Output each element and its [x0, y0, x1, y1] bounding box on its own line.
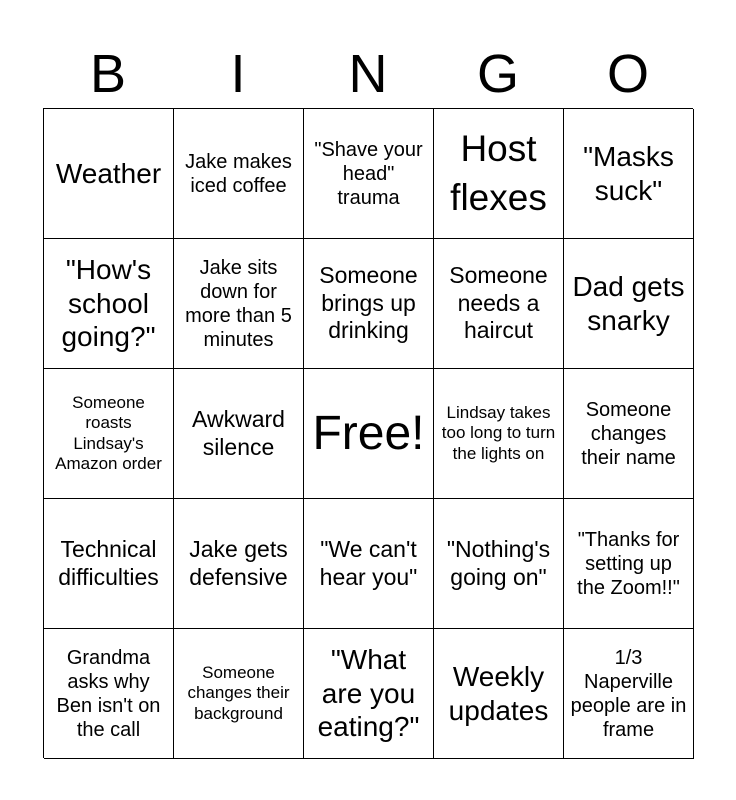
bingo-cell[interactable]: [434, 629, 564, 759]
header-letter-b: B: [89, 44, 127, 104]
bingo-cell-text: Awkward silence: [192, 405, 285, 460]
header-letter-o: O: [606, 44, 649, 104]
bingo-cell[interactable]: [564, 239, 694, 369]
bingo-cell-text: "Shave your head" trauma: [314, 138, 423, 209]
bingo-cell-text: Weekly updates: [448, 660, 549, 726]
bingo-cell-text: Free!: [312, 406, 425, 460]
bingo-cell[interactable]: [564, 499, 694, 629]
bingo-cell-text: Jake makes iced coffee: [185, 150, 292, 197]
bingo-cell-text: Technical difficulties: [58, 535, 159, 590]
bingo-cell-text: Dad gets snarky: [572, 270, 685, 336]
bingo-cell[interactable]: [44, 499, 174, 629]
bingo-cell-text: Someone changes their name: [581, 398, 676, 469]
bingo-cell[interactable]: [434, 239, 564, 369]
bingo-cell-text: Someone needs a haircut: [449, 262, 548, 344]
header-letter-i: I: [230, 44, 246, 104]
bingo-cell-text: "How's school going?": [61, 254, 156, 353]
bingo-cell-text: Host flexes: [450, 128, 547, 218]
bingo-cell[interactable]: [174, 109, 304, 239]
bingo-cell-text: Lindsay takes too long to turn the lights on: [441, 402, 556, 463]
bingo-cell[interactable]: [564, 369, 694, 499]
header-letter-g: G: [476, 44, 519, 104]
bingo-cell-text: Grandma asks why Ben isn't on the call: [56, 646, 161, 741]
bingo-cell-text: Someone changes their background: [187, 662, 290, 723]
bingo-cell-text: "We can't hear you": [319, 535, 418, 590]
bingo-cell[interactable]: [304, 629, 434, 759]
header-letter-n: N: [348, 44, 388, 104]
bingo-cell[interactable]: [564, 629, 694, 759]
bingo-cell[interactable]: [564, 109, 694, 239]
bingo-cell-text: "Nothing's going on": [446, 535, 551, 590]
bingo-cell[interactable]: [434, 499, 564, 629]
bingo-cell-text: Someone roasts Lindsay's Amazon order: [55, 392, 162, 473]
bingo-cell-text: "What are you eating?": [317, 644, 420, 743]
bingo-cell[interactable]: [44, 109, 174, 239]
bingo-header: [43, 40, 693, 108]
bingo-cell-text: "Thanks for setting up the Zoom!!": [577, 528, 680, 599]
bingo-cell[interactable]: [174, 369, 304, 499]
bingo-cell[interactable]: [304, 499, 434, 629]
bingo-cell-text: "Masks suck": [583, 140, 674, 206]
bingo-cell[interactable]: [434, 369, 564, 499]
bingo-cell[interactable]: [44, 629, 174, 759]
bingo-cell-text: Jake gets defensive: [189, 535, 288, 590]
bingo-board: [43, 108, 693, 758]
bingo-cell[interactable]: [304, 239, 434, 369]
bingo-cell[interactable]: [174, 239, 304, 369]
bingo-cell-text: Someone brings up drinking: [319, 262, 418, 344]
bingo-cell[interactable]: [174, 499, 304, 629]
bingo-cell-text: Jake sits down for more than 5 minutes: [185, 256, 292, 351]
bingo-cell-text: Weather: [55, 157, 162, 189]
bingo-cell[interactable]: [44, 369, 174, 499]
bingo-cell[interactable]: [44, 239, 174, 369]
bingo-cell[interactable]: [304, 109, 434, 239]
free-space-cell[interactable]: [304, 369, 434, 499]
bingo-cell[interactable]: [434, 109, 564, 239]
bingo-cell-text: 1/3 Naperville people are in frame: [570, 646, 687, 741]
bingo-cell[interactable]: [174, 629, 304, 759]
